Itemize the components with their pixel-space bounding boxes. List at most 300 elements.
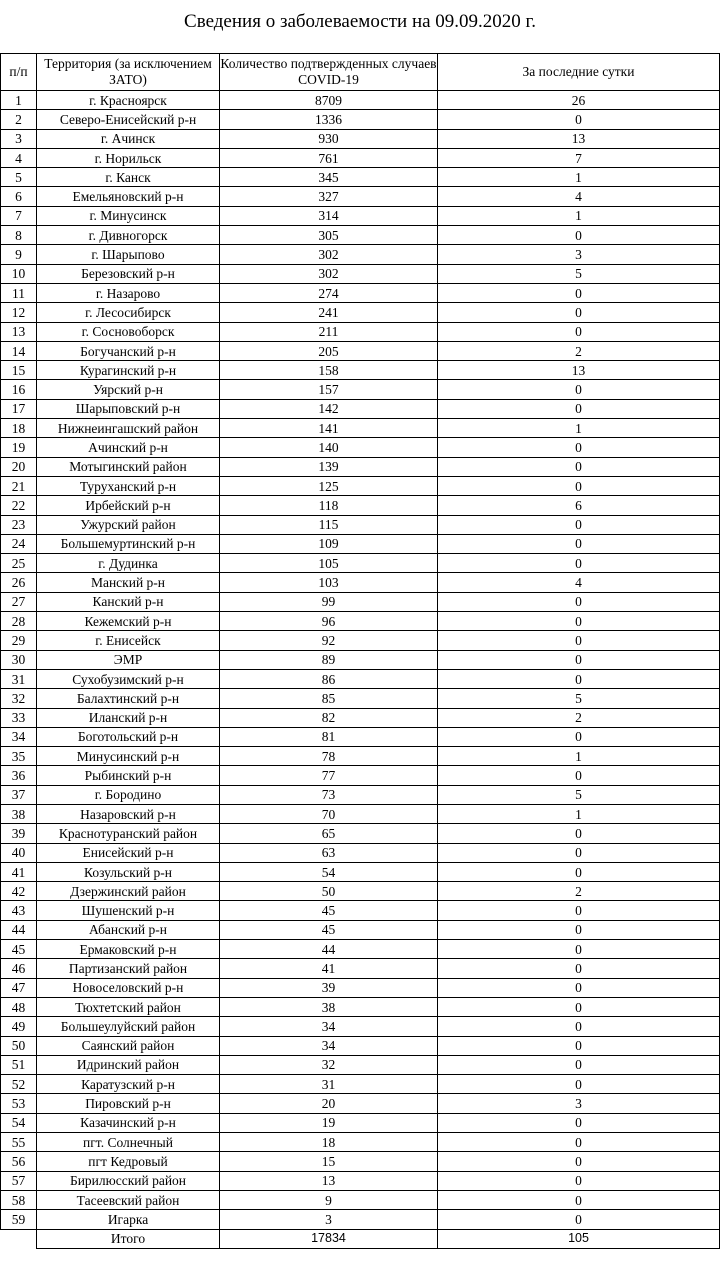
row-last-day: 0 xyxy=(438,1036,720,1055)
row-last-day: 1 xyxy=(438,168,720,187)
table-body xyxy=(1,91,720,1249)
row-last-day: 0 xyxy=(438,843,720,862)
row-num: 25 xyxy=(1,554,37,573)
row-total-cases: 125 xyxy=(220,476,438,495)
row-last-day: 0 xyxy=(438,1017,720,1036)
row-num: 36 xyxy=(1,766,37,785)
row-last-day: 5 xyxy=(438,689,720,708)
row-total-cases: 89 xyxy=(220,650,438,669)
row-num: 20 xyxy=(1,457,37,476)
row-num: 28 xyxy=(1,612,37,631)
row-territory: Иланский р-н xyxy=(37,708,220,727)
row-num: 13 xyxy=(1,322,37,341)
row-total-cases: 82 xyxy=(220,708,438,727)
table-row xyxy=(1,457,720,476)
row-total-cases: 205 xyxy=(220,341,438,360)
row-last-day: 3 xyxy=(438,1094,720,1113)
row-last-day: 0 xyxy=(438,824,720,843)
row-total-cases: 78 xyxy=(220,747,438,766)
table-row xyxy=(1,534,720,553)
row-territory: г. Дивногорск xyxy=(37,226,220,245)
row-last-day: 0 xyxy=(438,1152,720,1171)
row-last-day: 6 xyxy=(438,496,720,515)
row-total-cases: 34 xyxy=(220,1036,438,1055)
row-total-cases: 9 xyxy=(220,1190,438,1209)
table-row xyxy=(1,708,720,727)
row-territory: Ужурский район xyxy=(37,515,220,534)
row-last-day: 0 xyxy=(438,997,720,1016)
row-territory: Большеулуйский район xyxy=(37,1017,220,1036)
row-territory: Рыбинский р-н xyxy=(37,766,220,785)
row-territory: Богучанский р-н xyxy=(37,341,220,360)
row-num: 34 xyxy=(1,727,37,746)
row-num: 1 xyxy=(1,91,37,110)
row-num: 27 xyxy=(1,592,37,611)
row-territory: Сухобузимский р-н xyxy=(37,669,220,688)
row-num: 44 xyxy=(1,920,37,939)
table-row xyxy=(1,862,720,881)
row-territory: г. Назарово xyxy=(37,283,220,302)
table-row xyxy=(1,650,720,669)
row-num: 33 xyxy=(1,708,37,727)
row-territory: Тасеевский район xyxy=(37,1190,220,1209)
row-territory: Канский р-н xyxy=(37,592,220,611)
row-num: 24 xyxy=(1,534,37,553)
row-total-cases: 305 xyxy=(220,226,438,245)
row-total-cases: 20 xyxy=(220,1094,438,1113)
table-row xyxy=(1,245,720,264)
row-territory: г. Красноярск xyxy=(37,91,220,110)
row-total-cases: 50 xyxy=(220,882,438,901)
table-row xyxy=(1,592,720,611)
row-num: 11 xyxy=(1,283,37,302)
row-total-cases: 41 xyxy=(220,959,438,978)
table-row xyxy=(1,1190,720,1209)
row-num: 3 xyxy=(1,129,37,148)
table-row xyxy=(1,1094,720,1113)
table-row xyxy=(1,264,720,283)
row-num: 8 xyxy=(1,226,37,245)
row-total-cases: 38 xyxy=(220,997,438,1016)
row-territory: Нижнеингашский район xyxy=(37,419,220,438)
row-num: 37 xyxy=(1,785,37,804)
table-row xyxy=(1,689,720,708)
row-last-day: 0 xyxy=(438,1133,720,1152)
row-last-day: 0 xyxy=(438,631,720,650)
row-num: 15 xyxy=(1,361,37,380)
total-cases: 17834 xyxy=(220,1229,438,1248)
row-last-day: 0 xyxy=(438,612,720,631)
row-num: 57 xyxy=(1,1171,37,1190)
table-row xyxy=(1,1210,720,1229)
row-total-cases: 157 xyxy=(220,380,438,399)
row-last-day: 0 xyxy=(438,380,720,399)
table-header xyxy=(1,54,720,91)
row-num: 41 xyxy=(1,862,37,881)
row-total-cases: 39 xyxy=(220,978,438,997)
row-last-day: 1 xyxy=(438,804,720,823)
row-num: 42 xyxy=(1,882,37,901)
row-total-cases: 32 xyxy=(220,1055,438,1074)
row-num: 23 xyxy=(1,515,37,534)
table-row xyxy=(1,361,720,380)
row-total-cases: 99 xyxy=(220,592,438,611)
row-territory: г. Сосновоборск xyxy=(37,322,220,341)
row-territory: Козульский р-н xyxy=(37,862,220,881)
row-territory: Емельяновский р-н xyxy=(37,187,220,206)
table-row xyxy=(1,1152,720,1171)
header-total: Количество подтвержденных случаев COVID-19 xyxy=(220,54,438,91)
row-total-cases: 8709 xyxy=(220,91,438,110)
table-row xyxy=(1,747,720,766)
row-total-cases: 314 xyxy=(220,206,438,225)
row-last-day: 1 xyxy=(438,747,720,766)
row-last-day: 0 xyxy=(438,110,720,129)
row-total-cases: 77 xyxy=(220,766,438,785)
row-last-day: 0 xyxy=(438,862,720,881)
table-row xyxy=(1,727,720,746)
table-row xyxy=(1,1133,720,1152)
row-total-cases: 70 xyxy=(220,804,438,823)
row-last-day: 0 xyxy=(438,650,720,669)
row-total-cases: 103 xyxy=(220,573,438,592)
row-num: 50 xyxy=(1,1036,37,1055)
row-total-cases: 65 xyxy=(220,824,438,843)
row-territory: Каратузский р-н xyxy=(37,1075,220,1094)
table-row xyxy=(1,129,720,148)
row-total-cases: 118 xyxy=(220,496,438,515)
row-num: 49 xyxy=(1,1017,37,1036)
table-row xyxy=(1,554,720,573)
row-territory: г. Минусинск xyxy=(37,206,220,225)
row-last-day: 0 xyxy=(438,1171,720,1190)
row-territory: Дзержинский район xyxy=(37,882,220,901)
row-last-day: 0 xyxy=(438,226,720,245)
row-num: 14 xyxy=(1,341,37,360)
row-last-day: 7 xyxy=(438,148,720,167)
row-last-day: 3 xyxy=(438,245,720,264)
row-last-day: 0 xyxy=(438,1055,720,1074)
row-total-cases: 345 xyxy=(220,168,438,187)
row-total-cases: 3 xyxy=(220,1210,438,1229)
row-territory: Мотыгинский район xyxy=(37,457,220,476)
row-num: 12 xyxy=(1,303,37,322)
row-num: 31 xyxy=(1,669,37,688)
row-total-cases: 96 xyxy=(220,612,438,631)
row-num: 56 xyxy=(1,1152,37,1171)
table-row xyxy=(1,399,720,418)
table-row xyxy=(1,612,720,631)
table-row xyxy=(1,1055,720,1074)
row-territory: Шарыповский р-н xyxy=(37,399,220,418)
row-total-cases: 140 xyxy=(220,438,438,457)
row-territory: Ермаковский р-н xyxy=(37,940,220,959)
header-row xyxy=(1,54,720,91)
row-num: 29 xyxy=(1,631,37,650)
total-label: Итого xyxy=(37,1229,220,1248)
row-territory: Манский р-н xyxy=(37,573,220,592)
row-territory: г. Бородино xyxy=(37,785,220,804)
table-row xyxy=(1,1171,720,1190)
row-total-cases: 18 xyxy=(220,1133,438,1152)
row-last-day: 0 xyxy=(438,940,720,959)
row-territory: Пировский р-н xyxy=(37,1094,220,1113)
row-num: 48 xyxy=(1,997,37,1016)
row-total-cases: 105 xyxy=(220,554,438,573)
row-num: 21 xyxy=(1,476,37,495)
row-total-cases: 241 xyxy=(220,303,438,322)
row-territory: г. Лесосибирск xyxy=(37,303,220,322)
row-total-cases: 44 xyxy=(220,940,438,959)
row-territory: г. Норильск xyxy=(37,148,220,167)
row-total-cases: 139 xyxy=(220,457,438,476)
row-num: 53 xyxy=(1,1094,37,1113)
row-last-day: 0 xyxy=(438,534,720,553)
row-territory: Бирилюсский район xyxy=(37,1171,220,1190)
row-num: 52 xyxy=(1,1075,37,1094)
header-num: п/п xyxy=(1,54,37,91)
row-last-day: 5 xyxy=(438,264,720,283)
row-num: 26 xyxy=(1,573,37,592)
table-row xyxy=(1,920,720,939)
row-last-day: 0 xyxy=(438,669,720,688)
row-last-day: 26 xyxy=(438,91,720,110)
row-last-day: 0 xyxy=(438,476,720,495)
row-total-cases: 45 xyxy=(220,901,438,920)
row-territory: Игарка xyxy=(37,1210,220,1229)
row-num: 6 xyxy=(1,187,37,206)
row-territory: пгт Кедровый xyxy=(37,1152,220,1171)
row-last-day: 0 xyxy=(438,727,720,746)
table-row xyxy=(1,168,720,187)
row-territory: Северо-Енисейский р-н xyxy=(37,110,220,129)
row-last-day: 0 xyxy=(438,901,720,920)
row-num: 4 xyxy=(1,148,37,167)
row-territory: Боготольский р-н xyxy=(37,727,220,746)
row-num: 51 xyxy=(1,1055,37,1074)
table-row xyxy=(1,303,720,322)
row-num: 19 xyxy=(1,438,37,457)
row-num: 22 xyxy=(1,496,37,515)
row-last-day: 0 xyxy=(438,399,720,418)
row-num: 30 xyxy=(1,650,37,669)
row-num: 16 xyxy=(1,380,37,399)
row-territory: Туруханский р-н xyxy=(37,476,220,495)
row-total-cases: 63 xyxy=(220,843,438,862)
row-last-day: 0 xyxy=(438,959,720,978)
row-territory: Краснотуранский район xyxy=(37,824,220,843)
row-last-day: 0 xyxy=(438,766,720,785)
row-territory: Казачинский р-н xyxy=(37,1113,220,1132)
row-num: 54 xyxy=(1,1113,37,1132)
table-row xyxy=(1,1036,720,1055)
table-row xyxy=(1,341,720,360)
row-num: 39 xyxy=(1,824,37,843)
row-territory: Назаровский р-н xyxy=(37,804,220,823)
table-row xyxy=(1,1113,720,1132)
row-territory: Уярский р-н xyxy=(37,380,220,399)
table-row xyxy=(1,476,720,495)
row-territory: г. Дудинка xyxy=(37,554,220,573)
total-blank-cell xyxy=(1,1229,37,1248)
row-num: 59 xyxy=(1,1210,37,1229)
row-num: 7 xyxy=(1,206,37,225)
row-territory: Ачинский р-н xyxy=(37,438,220,457)
row-territory: г. Канск xyxy=(37,168,220,187)
row-last-day: 0 xyxy=(438,515,720,534)
table-row xyxy=(1,1075,720,1094)
total-row xyxy=(1,1229,720,1248)
row-num: 40 xyxy=(1,843,37,862)
row-total-cases: 327 xyxy=(220,187,438,206)
table-row xyxy=(1,669,720,688)
row-last-day: 0 xyxy=(438,303,720,322)
row-last-day: 1 xyxy=(438,419,720,438)
table-row xyxy=(1,766,720,785)
row-last-day: 2 xyxy=(438,708,720,727)
row-total-cases: 13 xyxy=(220,1171,438,1190)
table-row xyxy=(1,804,720,823)
table-row xyxy=(1,187,720,206)
table-row xyxy=(1,901,720,920)
table-row xyxy=(1,438,720,457)
row-territory: Минусинский р-н xyxy=(37,747,220,766)
row-total-cases: 54 xyxy=(220,862,438,881)
table-row xyxy=(1,997,720,1016)
row-last-day: 0 xyxy=(438,283,720,302)
header-territory: Территория (за исключением ЗАТО) xyxy=(37,54,220,91)
row-num: 38 xyxy=(1,804,37,823)
row-num: 2 xyxy=(1,110,37,129)
table-row xyxy=(1,206,720,225)
row-territory: Шушенский р-н xyxy=(37,901,220,920)
row-last-day: 0 xyxy=(438,457,720,476)
table-row xyxy=(1,959,720,978)
table-row xyxy=(1,226,720,245)
row-total-cases: 302 xyxy=(220,264,438,283)
row-last-day: 0 xyxy=(438,1113,720,1132)
row-total-cases: 274 xyxy=(220,283,438,302)
row-total-cases: 15 xyxy=(220,1152,438,1171)
row-last-day: 0 xyxy=(438,322,720,341)
row-last-day: 2 xyxy=(438,341,720,360)
row-num: 9 xyxy=(1,245,37,264)
row-total-cases: 115 xyxy=(220,515,438,534)
row-num: 17 xyxy=(1,399,37,418)
row-num: 45 xyxy=(1,940,37,959)
row-last-day: 0 xyxy=(438,978,720,997)
total-last-day: 105 xyxy=(438,1229,720,1248)
table-row xyxy=(1,882,720,901)
row-num: 47 xyxy=(1,978,37,997)
row-territory: Идринский район xyxy=(37,1055,220,1074)
row-num: 58 xyxy=(1,1190,37,1209)
row-num: 32 xyxy=(1,689,37,708)
row-last-day: 0 xyxy=(438,1210,720,1229)
row-last-day: 2 xyxy=(438,882,720,901)
row-last-day: 1 xyxy=(438,206,720,225)
row-total-cases: 302 xyxy=(220,245,438,264)
table-row xyxy=(1,978,720,997)
row-total-cases: 1336 xyxy=(220,110,438,129)
row-num: 55 xyxy=(1,1133,37,1152)
table-row xyxy=(1,148,720,167)
row-last-day: 0 xyxy=(438,1190,720,1209)
table-row xyxy=(1,785,720,804)
row-total-cases: 73 xyxy=(220,785,438,804)
row-territory: Кежемский р-н xyxy=(37,612,220,631)
row-num: 43 xyxy=(1,901,37,920)
row-total-cases: 142 xyxy=(220,399,438,418)
row-territory: г. Енисейск xyxy=(37,631,220,650)
table-row xyxy=(1,283,720,302)
row-total-cases: 930 xyxy=(220,129,438,148)
table-row xyxy=(1,496,720,515)
table-row xyxy=(1,322,720,341)
row-total-cases: 85 xyxy=(220,689,438,708)
table-row xyxy=(1,631,720,650)
row-total-cases: 31 xyxy=(220,1075,438,1094)
row-last-day: 0 xyxy=(438,920,720,939)
table-row xyxy=(1,940,720,959)
row-num: 10 xyxy=(1,264,37,283)
row-territory: Енисейский р-н xyxy=(37,843,220,862)
table-row xyxy=(1,573,720,592)
row-territory: Тюхтетский район xyxy=(37,997,220,1016)
row-territory: Большемуртинский р-н xyxy=(37,534,220,553)
row-last-day: 13 xyxy=(438,361,720,380)
row-total-cases: 81 xyxy=(220,727,438,746)
row-num: 35 xyxy=(1,747,37,766)
header-last-day: За последние сутки xyxy=(438,54,720,91)
row-total-cases: 158 xyxy=(220,361,438,380)
row-territory: Абанский р-н xyxy=(37,920,220,939)
row-total-cases: 92 xyxy=(220,631,438,650)
table-row xyxy=(1,515,720,534)
row-total-cases: 761 xyxy=(220,148,438,167)
row-territory: Балахтинский р-н xyxy=(37,689,220,708)
table-row xyxy=(1,1017,720,1036)
row-last-day: 5 xyxy=(438,785,720,804)
row-territory: Березовский р-н xyxy=(37,264,220,283)
row-last-day: 0 xyxy=(438,592,720,611)
row-last-day: 4 xyxy=(438,187,720,206)
row-num: 5 xyxy=(1,168,37,187)
table-row xyxy=(1,91,720,110)
row-territory: Партизанский район xyxy=(37,959,220,978)
table-row xyxy=(1,843,720,862)
row-territory: Курагинский р-н xyxy=(37,361,220,380)
table-row xyxy=(1,419,720,438)
covid-cases-table xyxy=(0,53,720,1249)
row-territory: Новоселовский р-н xyxy=(37,978,220,997)
row-num: 46 xyxy=(1,959,37,978)
row-total-cases: 19 xyxy=(220,1113,438,1132)
row-last-day: 0 xyxy=(438,438,720,457)
row-territory: пгт. Солнечный xyxy=(37,1133,220,1152)
row-last-day: 0 xyxy=(438,554,720,573)
table-row xyxy=(1,824,720,843)
row-territory: ЭМР xyxy=(37,650,220,669)
page-title: Сведения о заболеваемости на 09.09.2020 г. xyxy=(184,11,536,32)
row-total-cases: 34 xyxy=(220,1017,438,1036)
row-last-day: 4 xyxy=(438,573,720,592)
table-row xyxy=(1,110,720,129)
row-territory: г. Шарыпово xyxy=(37,245,220,264)
table-row xyxy=(1,380,720,399)
row-last-day: 13 xyxy=(438,129,720,148)
row-total-cases: 86 xyxy=(220,669,438,688)
